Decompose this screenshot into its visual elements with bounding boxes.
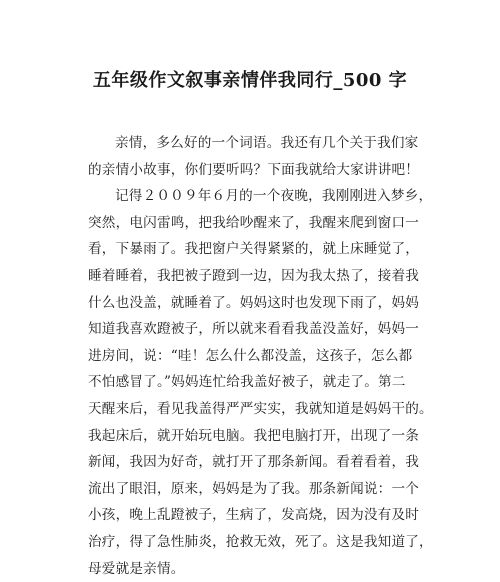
paragraph-2-line-11: 新闻，我因为好奇，就打开了那条新闻。看着看着，我: [88, 449, 428, 476]
paragraph-2-line-4: 睡着睡着，我把被子蹬到一边，因为我太热了，接着我: [88, 263, 428, 290]
paragraph-2-line-6: 知道我喜欢蹬被子，所以就来看看我盖没盖好，妈妈一: [88, 316, 428, 343]
paragraph-2-line-14: 治疗，得了急性肺炎，抢救无效，死了。这是我知道了，: [88, 529, 428, 556]
paragraph-1-line-2: 的亲情小故事，你们要听吗？下面我就给大家讲讲吧！: [88, 157, 428, 184]
paragraph-2-line-9: 天醒来后，看见我盖得严严实实，我就知道是妈妈干的。: [88, 396, 428, 423]
paragraph-1-line-1: 亲情，多么好的一个词语。我还有几个关于我们家: [88, 130, 428, 157]
paragraph-2-line-3: 看，下暴雨了。我把窗户关得紧紧的，就上床睡觉了，: [88, 236, 428, 263]
paragraph-2-line-2: 突然，电闪雷鸣，把我给吵醒来了，我醒来爬到窗口一: [88, 210, 428, 237]
paragraph-2-line-8: 不怕感冒了。”妈妈连忙给我盖好被子，就走了。第二: [88, 369, 428, 396]
paragraph-2-line-13: 小孩，晚上乱蹬被子，生病了，发高烧，因为没有及时: [88, 502, 428, 529]
document-body: [88, 130, 428, 582]
paragraph-2-line-7: 进房间，说：“哇！怎么什么都没盖，这孩子，怎么都: [88, 343, 428, 370]
paragraph-2-line-10: 我起床后，就开始玩电脑。我把电脑打开，出现了一条: [88, 423, 428, 450]
document-title: 五年级作文叙事亲情伴我同行_500 字: [0, 66, 500, 92]
paragraph-2-line-5: 什么也没盖，就睡着了。妈妈这时也发现下雨了，妈妈: [88, 290, 428, 317]
paragraph-2-line-15: 母爱就是亲情。: [88, 556, 428, 582]
paragraph-2-line-1: 记得２００９年６月的一个夜晚，我刚刚进入梦乡，: [88, 183, 428, 210]
paragraph-2-line-12: 流出了眼泪，原来，妈妈是为了我。那条新闻说：一个: [88, 476, 428, 503]
